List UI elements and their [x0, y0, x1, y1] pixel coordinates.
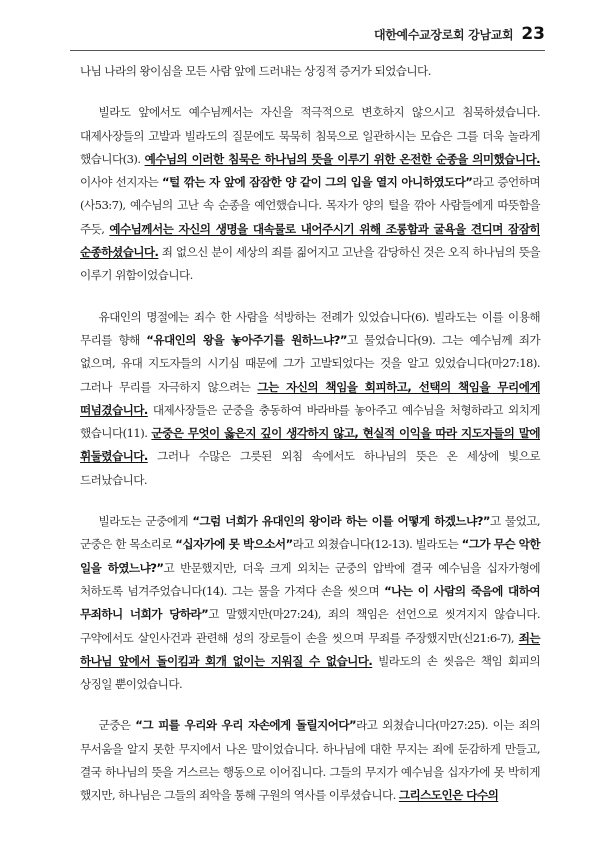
paragraph — [80, 510, 540, 696]
text-run: 이사야 선지자는 — [80, 175, 162, 190]
church-name: 대한예수교장로회 강남교회 — [373, 28, 514, 42]
quotation-bold: “털 깎는 자 앞에 잠잠한 양 같이 그의 입을 열지 아니하였도다” — [161, 175, 473, 190]
quotation-bold: “그럼 너희가 유대인의 왕이라 하는 이를 어떻게 하겠느냐?” — [192, 514, 490, 529]
emphasis-underlined: 죄는 하나님 앞에서 돌이킴과 회개 없이는 지워질 수 없습니다. — [80, 630, 540, 668]
text-run: 라고 외쳤습니다(마27:25). 이는 죄의 무서움을 알지 못한 무지에서 나온 말이었습니다. 하나님에 대한 무지는 죄에 둔감하게 만들고, 결국 하나님의 뜻을 거스르는 행동으로 이어집니다. 그들의 무지가 예수님을 십자가에 못 박히게 했지만, 하나님은 그들의 죄악을 통해 구원의 역사를 이루셨습니다. — [80, 718, 540, 803]
text-run: 죄 없으신 분이 세상의 죄를 짊어지고 고난을 감당하신 것은 오직 하나님의 뜻을 이루기 위함이었습니다. — [80, 245, 540, 283]
paragraph — [80, 60, 540, 83]
quotation-bold: “그 피를 우리와 우리 자손에게 돌릴지어다” — [135, 718, 357, 733]
text-run: 나님 나라의 왕이심을 모든 사람 앞에 드러내는 상징적 증거가 되었습니다. — [80, 64, 431, 78]
quotation-bold: “나는 이 사람의 죽음에 대하여 무죄하니 너희가 당하라” — [80, 583, 541, 622]
text-run: 빌라도 앞에서도 예수님께서는 자신을 적극적으로 변호하지 않으시고 침묵하셨습니다. 대제사장들의 고발과 빌라도의 질문에도 묵묵히 침묵으로 일관하시는 모습은 그를 더욱 놀라게 했습니다(3). — [80, 105, 540, 166]
emphasis-underlined: 예수님의 이러한 침묵은 하나님의 뜻을 이루기 위한 온전한 순종을 의미했습니다. — [144, 151, 540, 166]
page-header — [70, 24, 545, 48]
text-run: 빌라도의 손 씻음은 책임 회피의 상징일 뿐이었습니다. — [80, 653, 541, 692]
text-run: 고 물었습니다(9). 그는 예수님께 죄가 없으며, 유대 지도자들의 시기심 때문에 그가 고발되었다는 것을 알고 있었습니다(마27:18). 그러나 무리를 자극하지 않으려는 — [80, 332, 540, 394]
text-run: 고 말했지만(마27:24), 죄의 책임은 선언으로 씻겨지지 않습니다. 구약에서도 살인사건과 관련해 성의 장로들이 손을 씻으며 무죄를 주장했지만(신21:6-7), — [80, 607, 540, 645]
text-run: 군중은 — [98, 718, 136, 733]
text-run: 유대인의 명절에는 죄수 한 사람을 석방하는 전례가 있었습니다(6). 빌라도는 이를 이용해 무리를 향해 — [80, 309, 540, 347]
quotation-bold: “유대인의 왕을 놓아주기를 원하느냐?” — [146, 332, 347, 347]
text-run: 대제사장들은 군중을 충동하여 바라바를 놓아주고 예수님을 처형하라고 외치게 했습니다(11). — [80, 402, 540, 441]
body-text — [80, 60, 540, 826]
paragraph — [80, 101, 540, 287]
text-run: 그러나 수많은 그릇된 외침 속에서도 하나님의 뜻은 온 세상에 빛으로 드러났습니다. — [80, 449, 540, 487]
paragraph — [80, 714, 540, 807]
page-number: 23 — [521, 24, 545, 44]
header-rule — [70, 50, 545, 51]
text-run: 빌라도는 군중에게 — [98, 514, 193, 529]
text-run: 고 물었고, 군중은 한 목소리로 — [80, 514, 540, 552]
text-run: 라고 외쳤습니다(12-13). 빌라도는 — [292, 537, 462, 552]
text-run: 고 반문했지만, 더욱 크게 외치는 군중의 압박에 결국 예수님을 십자가형에 처하도록 넘겨주었습니다(14). 그는 물을 가져다 손을 씻으며 — [80, 560, 540, 598]
emphasis-underlined: 그리스도인은 다수의 — [398, 788, 499, 803]
emphasis-underlined: 그는 자신의 책임을 회피하고, 선택의 책임을 무리에게 떠넘겼습니다. — [80, 379, 540, 417]
quotation-bold: “십자가에 못 박으소서” — [175, 537, 293, 552]
quotation-bold: “그가 무슨 악한 일을 하였느냐?” — [80, 537, 540, 575]
paragraph — [80, 306, 540, 492]
emphasis-underlined: 예수님께서는 자신의 생명을 대속물로 내어주시기 위해 조롱함과 굴욕을 견디며 잠잠히 순종하셨습니다. — [80, 221, 540, 260]
text-run: 라고 증언하며(사53:7), 예수님의 고난 속 순종을 예언했습니다. 목자가 양의 털을 깎아 사람들에게 따뜻함을 주듯, — [80, 175, 540, 236]
emphasis-underlined: 군중은 무엇이 옳은지 깊이 생각하지 않고, 현실적 이익을 따라 지도자들의 말에 휘둘렸습니다. — [80, 426, 541, 464]
